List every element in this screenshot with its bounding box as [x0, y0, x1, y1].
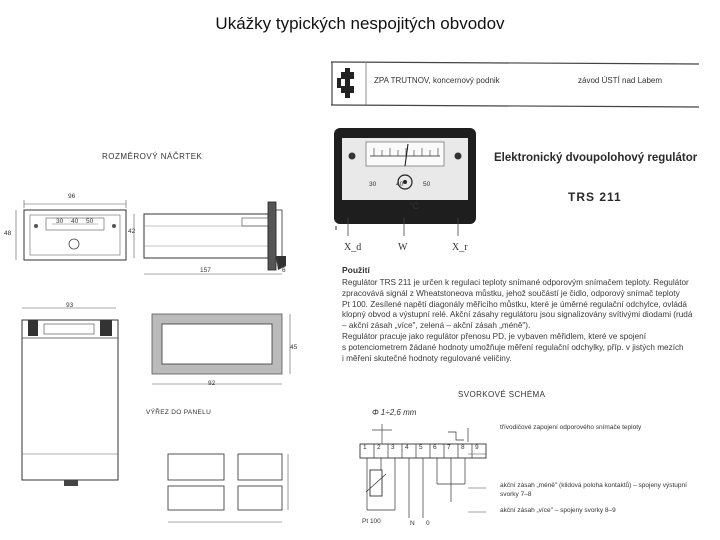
terminal-2: 2 — [377, 444, 381, 451]
terminal-6: 6 — [433, 444, 437, 451]
product-scale-50: 50 — [423, 181, 431, 188]
terminal-3: 3 — [391, 444, 395, 451]
front-scale-50: 50 — [86, 218, 94, 225]
front-scale-40: 40 — [71, 218, 79, 225]
panel-cutout-grid — [160, 448, 300, 540]
axis-label-xr: X_r — [452, 242, 468, 253]
front-scale-30: 30 — [56, 218, 64, 225]
terminal-7: 7 — [447, 444, 451, 451]
dim-6: 6 — [282, 267, 286, 274]
dim-48: 48 — [4, 230, 12, 237]
usage-line: Regulátor TRS 211 je určen k regulaci teploty snímané odporovým snímačem teploty. Regulátor — [342, 278, 689, 287]
panel-cutout-label: VÝŘEZ DO PANELU — [146, 409, 212, 416]
plant-name: závod ÚSTÍ nad Labem — [578, 76, 663, 85]
slide-title: Ukážky typických nespojitých obvodov — [215, 14, 505, 33]
wiring-legend-2: akční zásah „méně" (klidová poloha kontaktů) – spojeny výstupní svorky 7–8 — [500, 482, 687, 498]
usage-line: Pt 100. Zesílené napětí diagonály měřicího můstku, které je úměrné regulační odchylce, ovládá — [342, 299, 687, 309]
zpa-logo-icon — [337, 68, 354, 98]
usage-line: klopný obvod a výstupní relé. Akční zásahy regulátoru jsou signalizovány svítivými diodami (rudá — [342, 310, 693, 320]
terminal-8: 8 — [461, 444, 465, 451]
terminal-9: 9 — [475, 444, 479, 451]
dim-42: 42 — [128, 228, 136, 235]
panel-cutout-drawing — [148, 310, 298, 390]
wire-note: Φ 1÷2,6 mm — [372, 408, 417, 417]
wiring-legend-3: akční zásah „více" – spojeny svorky 8–9 — [500, 507, 616, 514]
dim-45: 45 — [290, 344, 298, 351]
usage-line: – akční zásah „více", zelená – akční zásah „méně"). — [342, 321, 531, 331]
product-model: TRS 211 — [568, 190, 622, 204]
dim-92: 92 — [208, 380, 216, 387]
usage-line: zpracovává signál z Wheatstoneova můstku, jehož součástí je čidlo, odporový snímač teploty — [342, 288, 680, 298]
terminal-4: 4 — [405, 444, 409, 451]
front-view-drawing — [8, 192, 138, 272]
wiring-heading: SVORKOVÉ SCHÉMA — [458, 390, 546, 399]
dim-96: 96 — [68, 193, 76, 200]
product-title: Elektronický dvoupolohový regulátor — [494, 152, 698, 164]
dim-157: 157 — [200, 267, 211, 274]
sensor-label: Pt 100 — [362, 518, 381, 525]
axis-label-xd: X_d — [344, 242, 362, 253]
dim-93: 93 — [66, 302, 74, 309]
legend-relay-symbols — [466, 448, 490, 528]
usage-line: s potenciometrem žádané hodnoty umožňuje měření regulační odchylky, příp. v jistých mezích — [342, 342, 684, 352]
side-view-drawing — [124, 192, 304, 282]
product-unit: °C — [409, 201, 420, 211]
product-scale-40: 40 — [396, 181, 404, 188]
usage-paragraph — [342, 278, 692, 364]
product-scale-30: 30 — [369, 181, 377, 188]
earth-label: 0 — [426, 520, 430, 527]
usage-line: i měření skutečné hodnoty regulované veličiny. — [342, 353, 512, 363]
company-name: ZPA TRUTNOV, koncernový podnik — [374, 76, 500, 85]
axis-label-w: W — [398, 242, 408, 253]
wiring-legend-1: třívodičové zapojení odporového snímače teploty — [500, 424, 642, 431]
scanned-datasheet — [0, 52, 720, 540]
usage-heading: Použití — [342, 265, 370, 275]
terminal-1: 1 — [363, 444, 367, 451]
dimension-sketch-title: ROZMĚROVÝ NÁČRTEK — [102, 152, 203, 161]
terminal-5: 5 — [419, 444, 423, 451]
usage-line: Regulátor pracuje jako regulátor přenosu PD, je vybaven měřidlem, které ve spojení — [342, 331, 647, 341]
neutral-label: N — [410, 520, 415, 527]
top-view-drawing — [4, 298, 134, 488]
